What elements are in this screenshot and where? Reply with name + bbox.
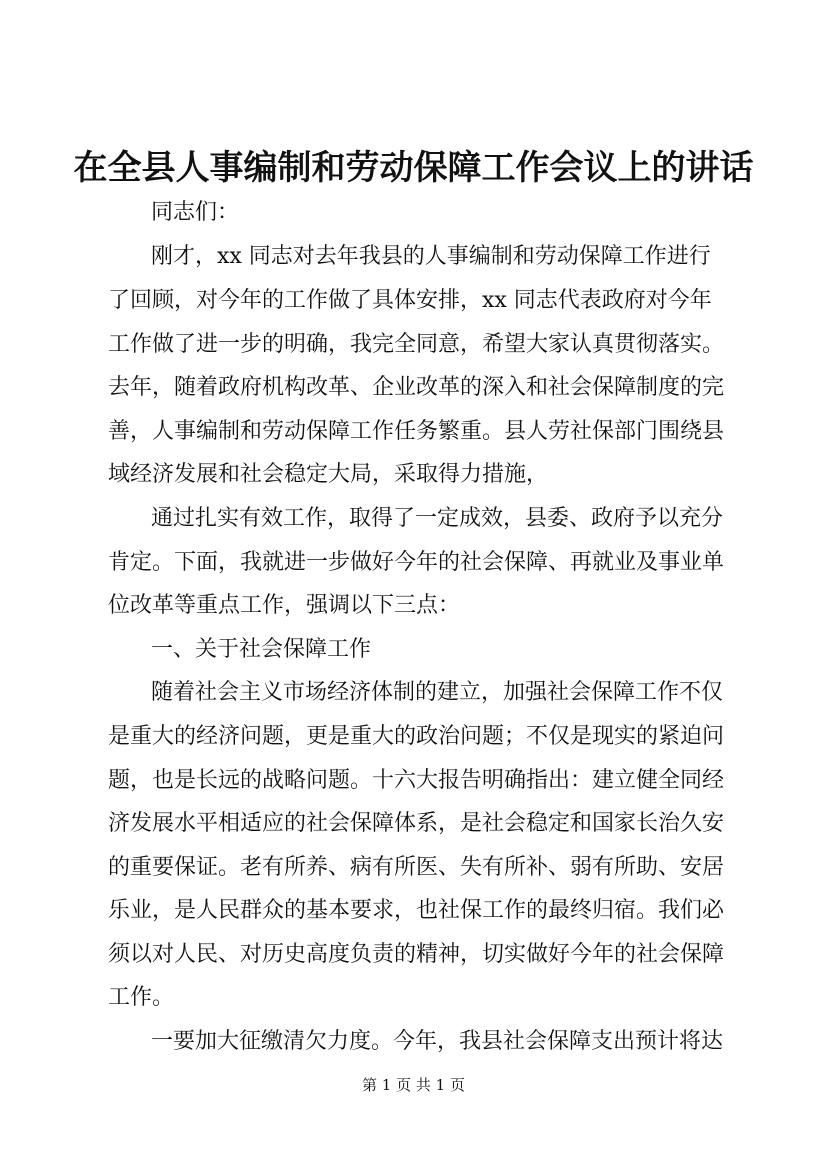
text-line: 通过扎实有效工作，取得了一定成效，县委、政府予以充分 bbox=[151, 506, 724, 531]
text-line: 去年，随着政府机构改革、企业改革的深入和社会保障制度的完 bbox=[108, 375, 725, 400]
text-line: 了回顾，对今年的工作做了具体安排，xx 同志代表政府对今年 bbox=[108, 288, 712, 313]
text-line: 工作做了进一步的明确，我完全同意，希望大家认真贯彻落实。 bbox=[108, 332, 725, 357]
text-line: 刚才，xx 同志对去年我县的人事编制和劳动保障工作进行 bbox=[151, 244, 711, 269]
page-footer: 第 1 页 共 1 页 bbox=[362, 1076, 465, 1094]
section-heading: 一、关于社会保障工作 bbox=[151, 637, 372, 662]
text-line: 肯定。下面，我就进一步做好今年的社会保障、再就业及事业单 bbox=[108, 550, 725, 575]
text-line: 随着社会主义市场经济体制的建立，加强社会保障工作不仅 bbox=[151, 680, 724, 705]
text-line: 善，人事编制和劳动保障工作任务繁重。县人劳社保部门围绕县 bbox=[108, 419, 725, 444]
text-line: 济发展水平相适应的社会保障体系，是社会稳定和国家长治久安 bbox=[108, 811, 725, 836]
document-title: 在全县人事编制和劳动保障工作会议上的讲话 bbox=[73, 148, 754, 188]
text-line: 同志们： bbox=[151, 200, 240, 225]
text-line: 一要加大征缴清欠力度。今年，我县社会保障支出预计将达 bbox=[151, 1029, 724, 1054]
text-line: 域经济发展和社会稳定大局，采取得力措施， bbox=[108, 462, 549, 487]
text-line: 的重要保证。老有所养、病有所医、失有所补、弱有所助、安居 bbox=[108, 855, 725, 880]
text-line: 须以对人民、对历史高度负责的精神，切实做好今年的社会保障 bbox=[108, 942, 725, 967]
text-line: 题，也是长远的战略问题。十六大报告明确指出：建立健全同经 bbox=[108, 768, 725, 793]
text-line: 乐业，是人民群众的基本要求，也社保工作的最终归宿。我们必 bbox=[108, 898, 725, 923]
text-line: 工作。 bbox=[108, 985, 175, 1010]
text-line: 位改革等重点工作，强调以下三点： bbox=[108, 593, 461, 618]
text-line: 是重大的经济问题，更是重大的政治问题；不仅是现实的紧迫问 bbox=[108, 724, 725, 749]
